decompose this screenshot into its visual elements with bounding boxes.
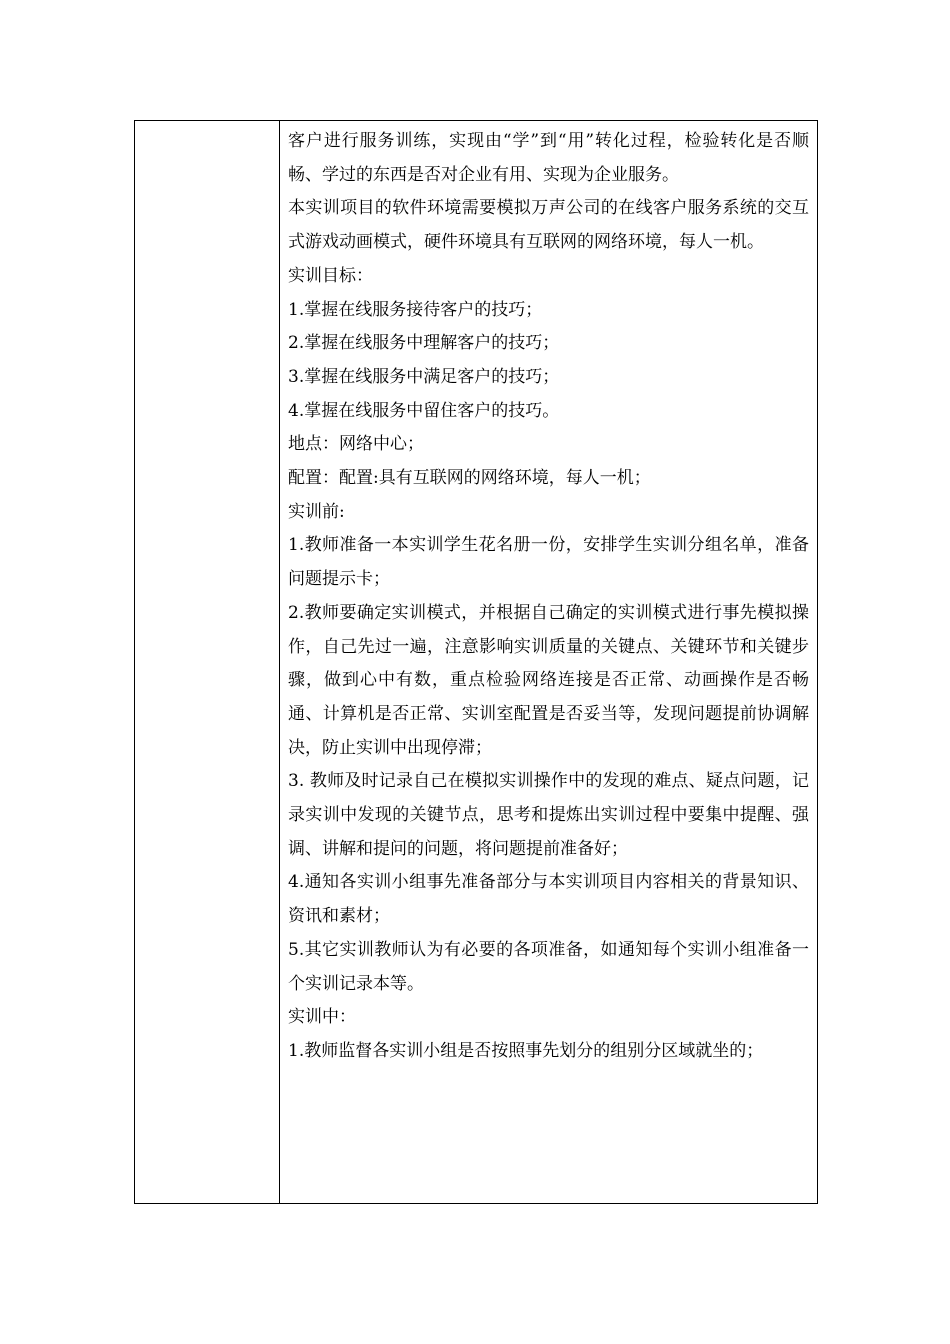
- during-item: 1.教师监督各实训小组是否按照事先划分的组别分区域就坐的；: [288, 1040, 764, 1061]
- before-item: 1.教师准备一本实训学生花名册一份，安排学生实训分组名单，准备问题提示卡；: [288, 535, 809, 590]
- before-item: 4.通知各实训小组事先准备部分与本实训项目内容相关的背景知识、资讯和素材；: [288, 872, 809, 927]
- objective-item: 2.掌握在线服务中理解客户的技巧；: [288, 333, 560, 354]
- content-body: [280, 121, 817, 1069]
- table-row: [135, 121, 818, 1204]
- paragraph-environment: 本实训项目的软件环境需要模拟万声公司的在线客户服务系统的交互式游戏动画模式，硬件环境具有互联网的网络环境，每人一机。: [288, 198, 809, 253]
- objective-item: 1.掌握在线服务接待客户的技巧；: [288, 299, 543, 320]
- before-item: 3. 教师及时记录自己在模拟实训操作中的发现的难点、疑点问题，记录实训中发现的关键节点，思考和提炼出实训过程中要集中提醒、强调、讲解和提问的问题，将问题提前准备好；: [288, 771, 809, 859]
- before-item: 2.教师要确定实训模式，并根据自己确定的实训模式进行事先模拟操作，自己先过一遍，注意影响实训质量的关键点、关键环节和关键步骤，做到心中有数，重点检验网络连接是否正常、动画操作是否畅通、计算机是否正常、实训室配置是否妥当等，发现问题提前协调解决，防止实训中出现停滞；: [288, 602, 809, 758]
- paragraph-intro: 客户进行服务训练，实现由“学”到“用”转化过程，检验转化是否顺畅、学过的东西是否对企业有用、实现为企业服务。: [288, 131, 809, 185]
- content-table: [134, 120, 818, 1204]
- paragraph-configuration: 配置：配置:具有互联网的网络环境，每人一机；: [288, 468, 651, 489]
- label-cell: [135, 121, 280, 1204]
- paragraph-location: 地点：网络中心；: [288, 434, 424, 455]
- objective-item: 3.掌握在线服务中满足客户的技巧；: [288, 366, 560, 387]
- heading-before-training: 实训前:: [288, 501, 345, 522]
- before-item: 5.其它实训教师认为有必要的各项准备，如通知每个实训小组准备一个实训记录本等。: [288, 939, 809, 994]
- objective-item: 4.掌握在线服务中留住客户的技巧。: [288, 400, 560, 421]
- heading-during-training: 实训中：: [288, 1007, 356, 1028]
- content-cell: [280, 121, 818, 1204]
- heading-objectives: 实训目标：: [288, 265, 373, 286]
